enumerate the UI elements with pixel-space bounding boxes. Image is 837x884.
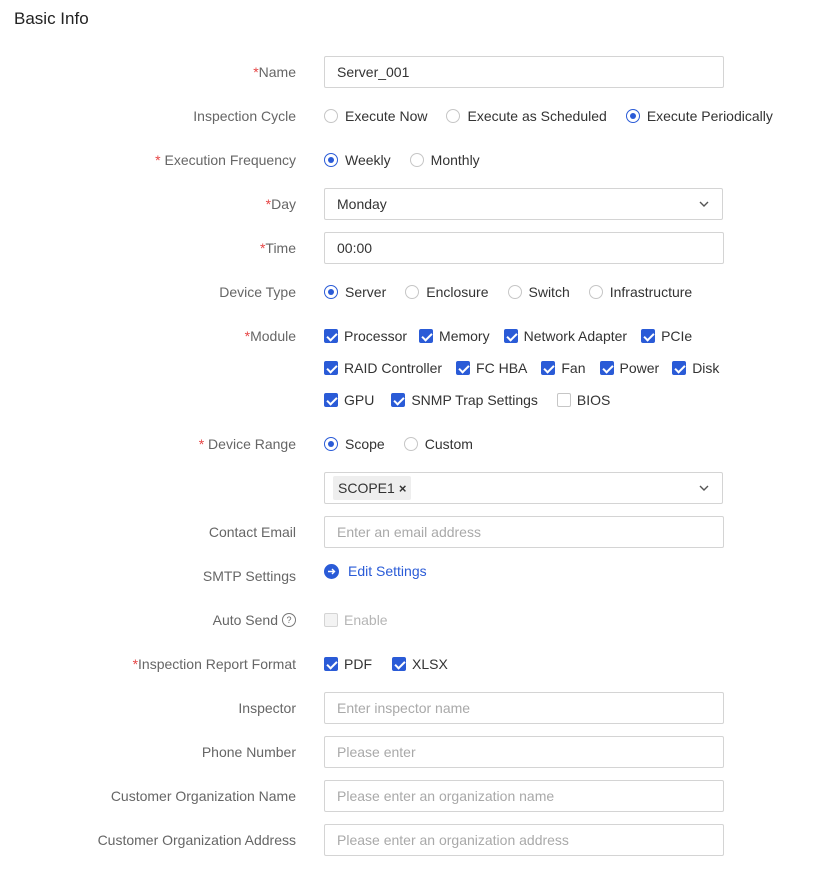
checkbox-disabled-icon [324, 613, 338, 627]
device-type-label: Device Type [219, 284, 296, 300]
checkbox-checked-icon [600, 361, 614, 375]
checkbox-bios[interactable]: BIOS [557, 392, 610, 408]
radio-icon [410, 153, 424, 167]
contact-email-input[interactable] [324, 516, 724, 548]
name-label: *Name [253, 64, 296, 80]
checkbox-fc-hba[interactable]: FC HBA [456, 360, 527, 376]
checkbox-checked-icon [324, 329, 338, 343]
day-select[interactable] [324, 188, 723, 220]
checkbox-pcie[interactable]: PCIe [641, 328, 692, 344]
checkbox-network-adapter[interactable]: Network Adapter [504, 328, 628, 344]
org-name-label: Customer Organization Name [110, 788, 296, 804]
day-label: *Day [265, 196, 296, 212]
help-icon[interactable]: ? [282, 613, 296, 627]
device-range-group [324, 434, 492, 454]
required-mark: * [198, 436, 205, 452]
time-label: *Time [259, 240, 296, 256]
org-name-input[interactable] [324, 780, 724, 812]
smtp-settings-field [324, 561, 427, 581]
radio-selected-icon [324, 285, 338, 299]
required-mark: * [259, 240, 266, 256]
radio-infrastructure[interactable]: Infrastructure [589, 284, 692, 300]
checkbox-xlsx[interactable]: XLSX [392, 656, 448, 672]
scope-select[interactable] [324, 472, 723, 504]
inspector-label: Inspector [238, 700, 296, 716]
module-row-2 [324, 358, 719, 378]
radio-execute-now[interactable]: Execute Now [324, 108, 427, 124]
radio-icon [405, 285, 419, 299]
radio-monthly[interactable]: Monthly [410, 152, 480, 168]
execution-frequency-label: * Execution Frequency [155, 152, 296, 168]
checkbox-checked-icon [641, 329, 655, 343]
checkbox-enable: Enable [324, 612, 388, 628]
radio-icon [589, 285, 603, 299]
radio-scope[interactable]: Scope [324, 436, 385, 452]
required-mark: * [253, 64, 259, 80]
radio-execute-scheduled[interactable]: Execute as Scheduled [446, 108, 606, 124]
checkbox-power[interactable]: Power [600, 360, 660, 376]
radio-server[interactable]: Server [324, 284, 386, 300]
radio-icon [446, 109, 460, 123]
checkbox-unchecked-icon [557, 393, 571, 407]
checkbox-snmp-trap-settings[interactable]: SNMP Trap Settings [391, 392, 538, 408]
checkbox-memory[interactable]: Memory [419, 328, 490, 344]
checkbox-checked-icon [672, 361, 686, 375]
inspector-input[interactable] [324, 692, 724, 724]
checkbox-checked-icon [324, 393, 338, 407]
radio-selected-icon [324, 437, 338, 451]
module-row-3 [324, 390, 610, 410]
smtp-settings-label: SMTP Settings [202, 568, 296, 584]
radio-execute-periodically[interactable]: Execute Periodically [626, 108, 773, 124]
radio-icon [324, 109, 338, 123]
radio-switch[interactable]: Switch [508, 284, 570, 300]
phone-number-input[interactable] [324, 736, 724, 768]
arrow-right-circle-icon [324, 564, 339, 579]
section-title: Basic Info [14, 9, 89, 28]
radio-selected-icon [626, 109, 640, 123]
auto-send-field [324, 610, 388, 630]
day-select-value: Monday [337, 196, 387, 212]
edit-settings-link[interactable]: Edit Settings [324, 563, 427, 579]
report-format-group [324, 654, 448, 674]
chevron-down-icon [698, 482, 710, 494]
time-input[interactable] [324, 232, 724, 264]
inspection-cycle-label: Inspection Cycle [193, 108, 296, 124]
checkbox-checked-icon [504, 329, 518, 343]
radio-selected-icon [324, 153, 338, 167]
checkbox-raid-controller[interactable]: RAID Controller [324, 360, 442, 376]
org-address-label: Customer Organization Address [97, 832, 296, 848]
checkbox-checked-icon [391, 393, 405, 407]
report-format-label: *Inspection Report Format [132, 656, 296, 672]
radio-icon [404, 437, 418, 451]
required-mark: * [244, 328, 251, 344]
radio-custom[interactable]: Custom [404, 436, 473, 452]
required-mark: * [132, 656, 139, 672]
required-mark: * [155, 152, 161, 168]
checkbox-pdf[interactable]: PDF [324, 656, 372, 672]
scope-tag: SCOPE1 × [333, 476, 411, 500]
radio-enclosure[interactable]: Enclosure [405, 284, 488, 300]
device-type-group [324, 282, 711, 302]
execution-frequency-group [324, 150, 499, 170]
checkbox-checked-icon [324, 361, 338, 375]
required-mark: * [265, 196, 272, 212]
device-range-label: * Device Range [198, 436, 296, 452]
checkbox-fan[interactable]: Fan [541, 360, 585, 376]
phone-number-label: Phone Number [201, 744, 296, 760]
name-input[interactable] [324, 56, 724, 88]
checkbox-disk[interactable]: Disk [672, 360, 719, 376]
auto-send-label: Auto Send ? [213, 610, 296, 630]
checkbox-checked-icon [392, 657, 406, 671]
radio-icon [508, 285, 522, 299]
chevron-down-icon [698, 198, 710, 210]
checkbox-gpu[interactable]: GPU [324, 392, 374, 408]
contact-email-label: Contact Email [208, 524, 296, 540]
checkbox-checked-icon [541, 361, 555, 375]
checkbox-processor[interactable]: Processor [324, 328, 407, 344]
inspection-cycle-group [324, 106, 792, 126]
module-label: *Module [244, 328, 296, 344]
checkbox-checked-icon [419, 329, 433, 343]
checkbox-checked-icon [324, 657, 338, 671]
radio-weekly[interactable]: Weekly [324, 152, 391, 168]
module-row-1 [324, 326, 692, 346]
checkbox-checked-icon [456, 361, 470, 375]
close-icon[interactable]: × [398, 480, 407, 496]
org-address-input[interactable] [324, 824, 724, 856]
